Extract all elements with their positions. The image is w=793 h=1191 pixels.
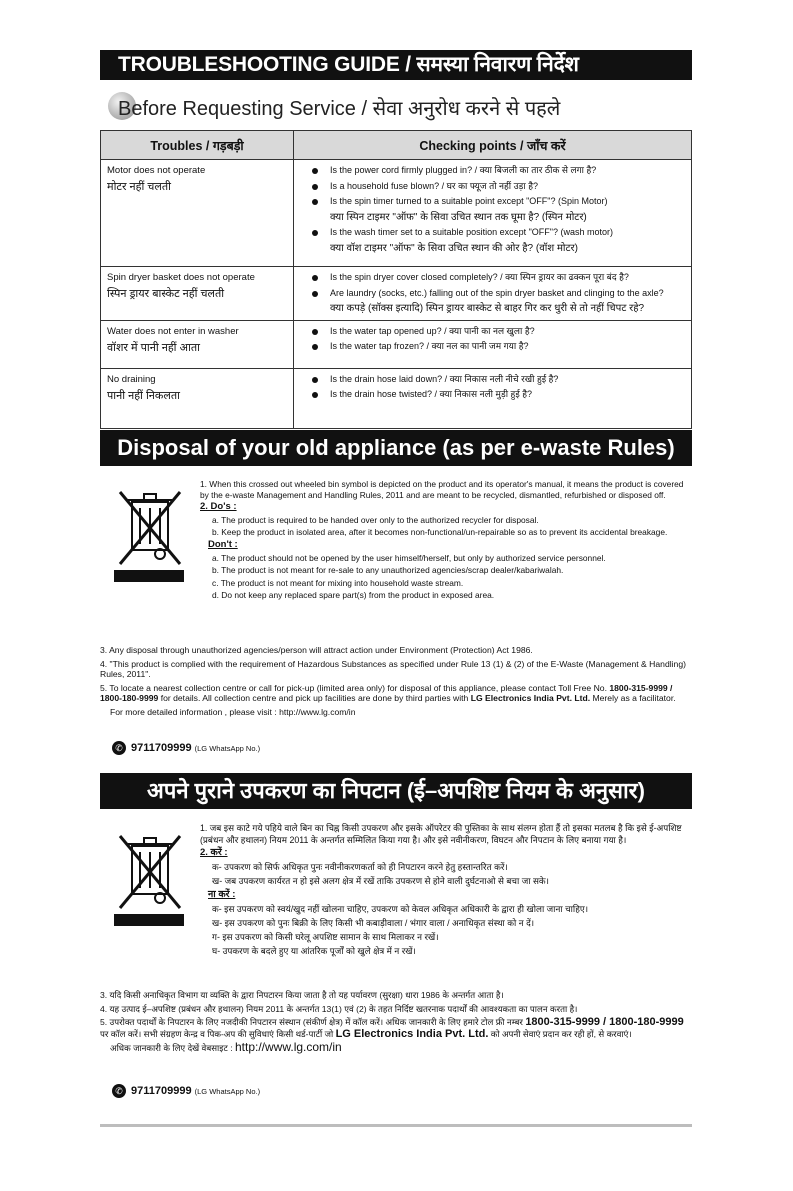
section-heading-before — [100, 86, 692, 122]
check-item: Is the water tap frozen? / क्या नल का पानी जम गया है? — [312, 339, 685, 355]
whatsapp-en: ✆ 9711709999 (LG WhatsApp No.) — [112, 741, 260, 755]
disposal-en-title: Disposal of your old appliance (as per e-waste Rules) — [100, 430, 692, 466]
check-item: Is the spin timer turned to a suitable point except "OFF"? (Spin Motor) क्या स्पिन टाइमर "ऑफ" के सिवा उचित स्थान तक घूमा है? (स्पिन मोटर) — [312, 194, 685, 225]
bin-underline-bar — [114, 570, 184, 582]
disposal-hi-title: अपने पुराने उपकरण का निपटान (ई–अपशिष्ट नियम के अनुसार) — [100, 773, 692, 809]
check-item: Are laundry (socks, etc.) falling out of the spin dryer basket and clinging to the axle? क्या कपड़े (सॉक्स इत्यादि) स्पिन ड्रायर बास्केट से बाहर गिर कर धुरी से तो नहीं चिपट रहे? — [312, 286, 685, 317]
check-item: Is the drain hose twisted? / क्या निकास नली मुड़ी हुई है? — [312, 387, 685, 403]
checks-cell — [294, 368, 692, 428]
checks-cell — [294, 320, 692, 368]
table-header-row — [101, 131, 692, 160]
trouble-cell: Water does not enter in washer वॉशर में पानी नहीं आता — [101, 320, 294, 368]
crossed-bin-icon — [110, 826, 190, 926]
col-header-checks: Checking points / जाँच करें — [294, 131, 692, 160]
table-row — [101, 160, 692, 267]
check-item: Is the spin dryer cover closed completely? / क्या स्पिन ड्रायर का ढक्कन पूरा बंद है? — [312, 270, 685, 286]
table-row — [101, 368, 692, 428]
check-item: Is the drain hose laid down? / क्या निकास नली नीचे रखी हुई है? — [312, 372, 685, 388]
checks-cell — [294, 160, 692, 267]
whatsapp-icon: ✆ — [112, 741, 126, 755]
bottom-divider — [100, 1124, 692, 1127]
table-row — [101, 267, 692, 321]
check-item: Is a household fuse blown? / घर का फ्यूज तो नहीं उड़ा है? — [312, 179, 685, 195]
trouble-cell: Spin dryer basket does not operate स्पिन ड्रायर बास्केट नहीं चलती — [101, 267, 294, 321]
trouble-cell: No draining पानी नहीं निकलता — [101, 368, 294, 428]
checks-cell — [294, 267, 692, 321]
disposal-en-list: 1. When this crossed out wheeled bin symbol is depicted on the product and its operator's manual, it means the product is covered by the e-waste Management and Handling Rules, 2011 and are meant to be recycled, dismantled, refurbished or disposed off. 2. Do's : a. The product is required to be handed over only to the authorized recycler for disposal. b. Keep the product in isolated area, after it becomes non-functional/un-repairable so as to prevent its accidental breakage. Don't : a. The product should not be opened by the user himself/herself, but only by authorized service personnel. b. The product is not meant for re-sale to any unauthorized agencies/scrap dealer/kabariwalah. c. The product is not meant for mixing into household waste stream. d. Do not keep any replaced spare part(s) from the product in exposed area. — [200, 479, 684, 601]
check-item: Is the wash timer set to a suitable position except "OFF"? (wash motor) क्या वॉश टाइमर "ऑफ" के सिवा उचित स्थान की ओर है? (वॉश मोटर) — [312, 225, 685, 256]
whatsapp-hi: ✆ 9711709999 (LG WhatsApp No.) — [112, 1084, 260, 1098]
col-header-troubles: Troubles / गड़बड़ी — [101, 131, 294, 160]
troubleshooting-table — [100, 130, 692, 429]
disposal-hi-list: 1. जब इस काटे गये पहिये वाले बिन का चिह्न किसी उपकरण और इसके ऑपरेटर की पुस्तिका के साथ संलग्न होता हैं तो इसका मतलब है कि इसे ई-अपशिष्ट (प्रबंधन और हथालन) नियम 2011 के अन्तर्गत सम्मिलित किया गया है। और इसे नवीनीकरण, विघटन और निपटान के लिए बनाया गया है। 2. करें : क- उपकरण को सिर्फ अधिकृत पुनः नवीनीकरणकर्ता को ही निपटारन करने हेतु हस्तान्तरित करें। ख- जब उपकरण कार्यरत न हो इसे अलग क्षेत्र में रखें ताकि उपकरण से होने वाली दुर्घटनाओ से बचा जा सके। ना करें : क- इस उपकरण को स्वयं/खुद नहीं खोलना चाहिए, उपकरण को केवल अधिकृत अधिकारी के द्वारा ही खोला जाना चाहिए। ख- इस उपकरण को पुनः बिक्री के लिए किसी भी कबाड़ीवाला / भंगार वाला / अनाधिकृत संस्था को न दें। ग- इस उपकरण को किसी घरेलू अपशिष्ट सामान के साथ मिलाकर न रखें। घ- उपकरण के बदले हुए या आंतरिक पूर्जों को खुले क्षेत्र में न रखें। — [200, 823, 682, 956]
disposal-en-footer: 3. Any disposal through unauthorized agencies/person will attract action under Environment (Protection) Act 1986. 4. "This product is complied with the requirement of Hazardous Substances as specified under Rule 13 (1) & (2) of the E-Waste (Management & Handling) Rules, 2011". 5. To locate a nearest collection centre or call for pick-up (limited area only) for disposal of this appliance, please contact Toll Free No. 1800-315-9999 / 1800-180-9999 for details. All collection centre and pick up facilities are done by third parties with LG Electronics India Pvt. Ltd. Merely as a facilitator. For more detailed information , please visit : http://www.lg.com/in — [100, 645, 686, 717]
check-item: Is the water tap opened up? / क्या पानी का नल खुला है? — [312, 324, 685, 340]
disposal-hi-footer: 3. यदि किसी अनाधिकृत विभाग या व्यक्ति के द्वारा निपटारन किया जाता है तो यह पर्यावरण (सुरक्षा) धारा 1986 के अन्तर्गत आता है। 4. यह उत्पाद ई–अपशिष्ट (प्रबंधन और हथालन) नियम 2011 के अन्तर्गत 13(1) एवं (2) के तहत निर्दिष्ट खतरनाक पदार्थों की आवश्यकता का पालन करता है। 5. उपरोक्त पदार्थों के निपटारन के लिए नजदीकी निपटारन संस्थान (संकीर्ण क्षेत्र) में कॉल करें। अधिक जानकारी के लिए हमारे टोल फ्री नम्बर 1800-315-9999 / 1800-180-9999 पर कॉल करें। सभी संग्रहण केन्द्र व पिक-अप की सुविधाएं किसी थर्ड-पार्टी जो LG Electronics India Pvt. Ltd. को अपनी सेवाएं प्रदान कर रही हों, से करवाएं। अधिक जानकारी के लिए देखें वेबसाइट : http://www.lg.com/in — [100, 990, 684, 1054]
trouble-cell: Motor does not operate मोटर नहीं चलती — [101, 160, 294, 267]
crossed-bin-icon — [110, 482, 190, 582]
page-title: TROUBLESHOOTING GUIDE / समस्या निवारण निर्देश — [100, 50, 692, 80]
whatsapp-icon: ✆ — [112, 1084, 126, 1098]
before-title: Before Requesting Service / सेवा अनुरोध करने से पहले — [118, 98, 561, 120]
check-item: Is the power cord firmly plugged in? / क्या बिजली का तार ठीक से लगा है? — [312, 163, 685, 179]
bin-underline-bar — [114, 914, 184, 926]
table-row — [101, 320, 692, 368]
